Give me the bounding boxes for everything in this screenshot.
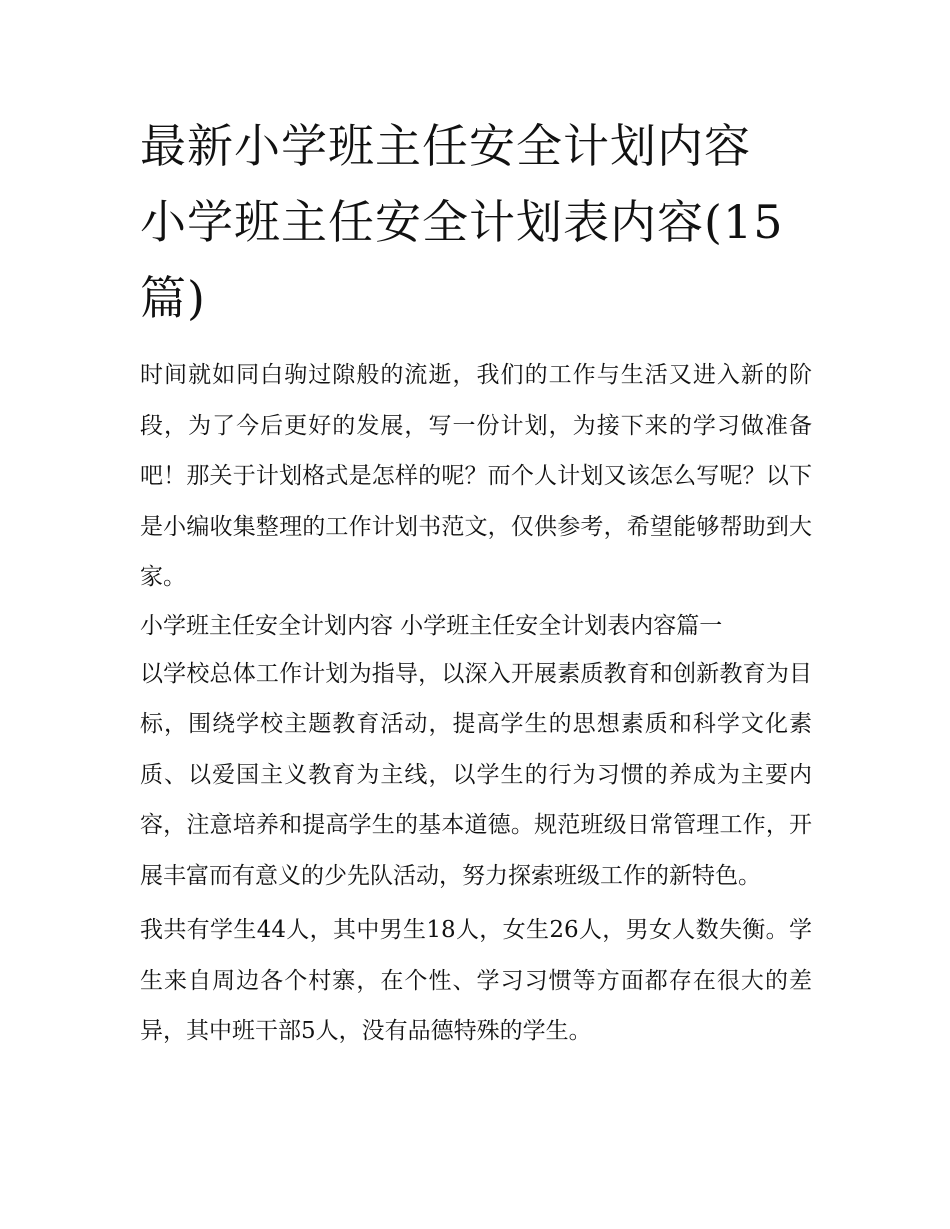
- title-line-1: 最新小学班主任安全计划内容: [140, 119, 751, 173]
- guidance-paragraph: 以学校总体工作计划为指导，以深入开展素质教育和创新教育为目标，围绕学校主题教育活动，提高学生的思想素质和科学文化素质、以爱国主义教育为主线，以学生的行为习惯的养成为主要内容，注意培养和提高学生的基本道德。规范班级日常管理工作，开展丰富而有意义的少先队活动，努力探索班级工作的新特色。: [140, 660, 812, 889]
- title-line-2: 小学班主任安全计划表内容(15: [140, 195, 784, 249]
- class-status-paragraph: 我共有学生44人，其中男生18人，女生26人，男女人数失衡。学生来自周边各个村寨，在个性、学习习惯等方面都存在很大的差异，其中班干部5人，没有品德特殊的学生。: [140, 917, 812, 1044]
- document-page: [140, 108, 812, 1057]
- intro-paragraph: 时间就如同白驹过隙般的流逝，我们的工作与生活又进入新的阶段，为了今后更好的发展，写一份计划，为接下来的学习做准备吧！那关于计划格式是怎样的呢？而个人计划又该怎么写呢？以下是小编收集整理的工作计划书范文，仅供参考，希望能够帮助到大家。: [140, 362, 812, 590]
- title-line-3: 篇): [140, 271, 206, 325]
- section-heading: 小学班主任安全计划内容 小学班主任安全计划表内容篇一: [140, 612, 723, 639]
- document-title: [140, 108, 812, 336]
